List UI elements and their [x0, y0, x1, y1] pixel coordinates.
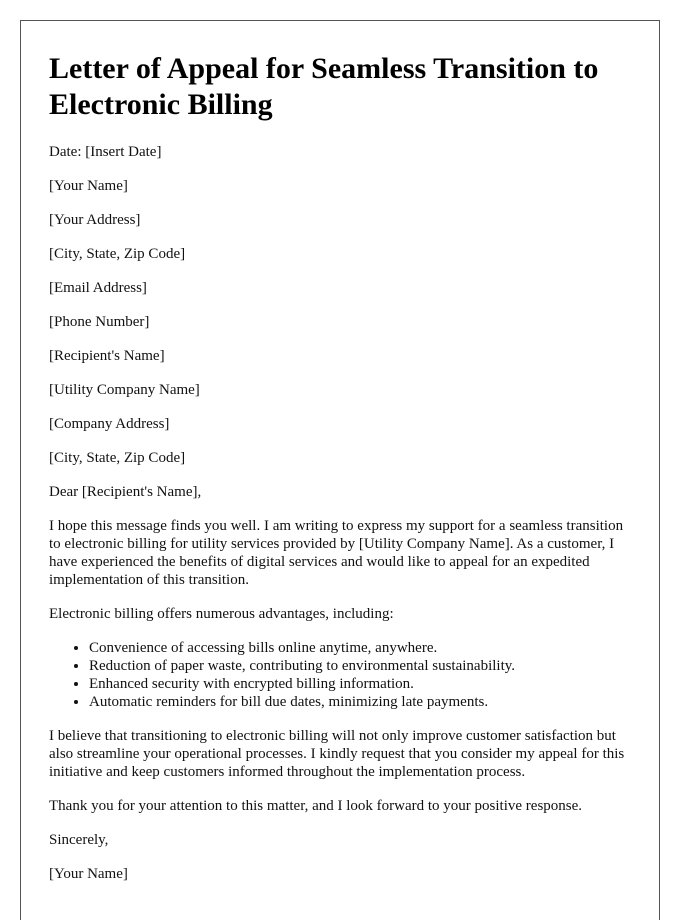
- closing-paragraph: I believe that transitioning to electronic billing will not only improve customer satisfaction but also streamline your operational processes. I kindly request that you consider my appeal for this initiative and keep customers informed throughout the implementation process.: [49, 728, 625, 780]
- sender-email: [Email Address]: [49, 280, 147, 296]
- salutation: Dear [Recipient's Name],: [49, 484, 202, 500]
- signoff: Sincerely,: [49, 832, 109, 848]
- letter-page: [20, 20, 660, 920]
- thanks-paragraph: Thank you for your attention to this matter, and I look forward to your positive response.: [49, 798, 583, 814]
- recipient-city-state-zip: [City, State, Zip Code]: [49, 450, 186, 466]
- recipient-company: [Utility Company Name]: [49, 382, 200, 398]
- recipient-name: [Recipient's Name]: [49, 348, 165, 364]
- benefit-item: • Automatic reminders for bill due dates, minimizing late payments.: [89, 693, 631, 711]
- date-line: Date: [Insert Date]: [49, 144, 162, 160]
- sender-phone: [Phone Number]: [49, 314, 150, 330]
- letter-title: Letter of Appeal for Seamless Transition to Electronic Billing: [49, 52, 599, 121]
- sender-name: [Your Name]: [49, 178, 128, 194]
- benefit-item: • Convenience of accessing bills online anytime, anywhere.: [89, 639, 631, 657]
- benefit-item: • Enhanced security with encrypted billing information.: [89, 675, 631, 693]
- benefit-item: • Reduction of paper waste, contributing to environmental sustainability.: [89, 657, 631, 675]
- sender-address: [Your Address]: [49, 212, 141, 228]
- signature-name: [Your Name]: [49, 866, 128, 882]
- intro-paragraph: I hope this message finds you well. I am writing to express my support for a seamless transition to electronic billing for utility services provided by [Utility Company Name]. As a customer, I have experienced the benefits of digital services and would like to appeal for an expedited implementation of this transition.: [49, 518, 624, 588]
- benefits-intro: Electronic billing offers numerous advantages, including:: [49, 606, 394, 622]
- benefits-list: [49, 639, 631, 711]
- sender-city-state-zip: [City, State, Zip Code]: [49, 246, 186, 262]
- recipient-address: [Company Address]: [49, 416, 170, 432]
